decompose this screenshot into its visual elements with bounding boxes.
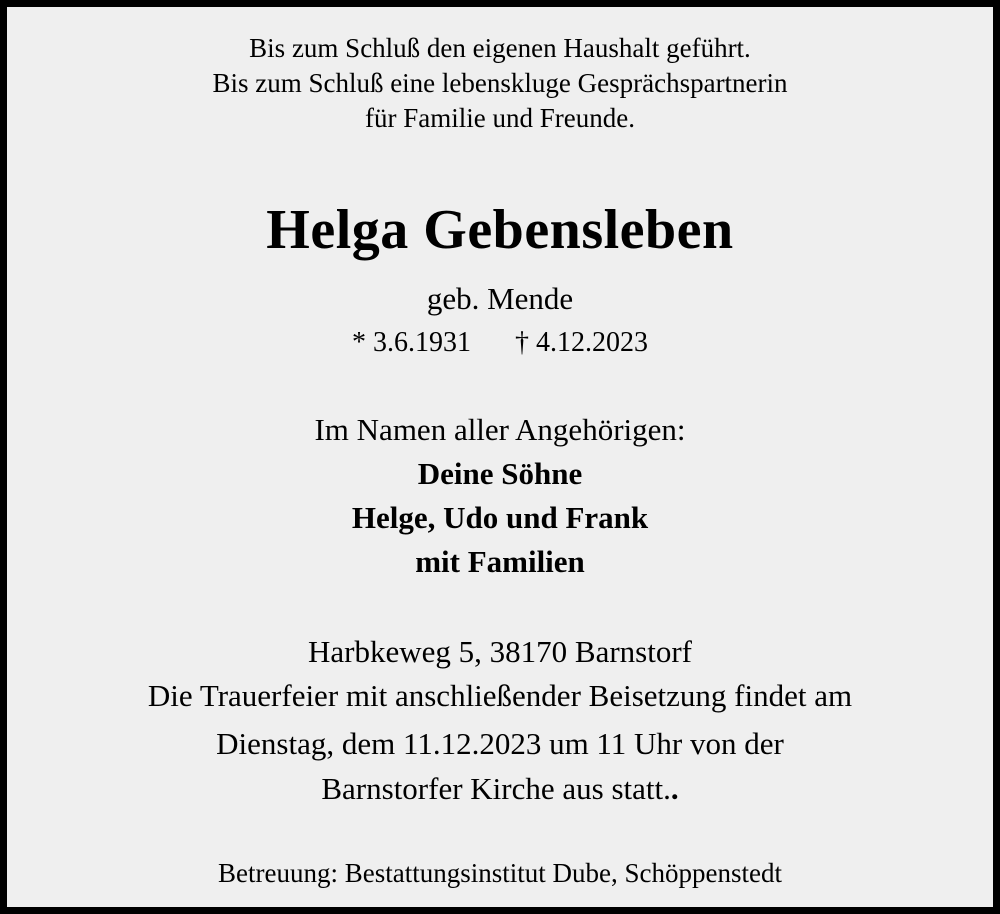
footer-undertaker: Betreuung: Bestattungsinstitut Dube, Schöppenstedt: [218, 858, 782, 888]
funeral-line-3: [7, 773, 993, 804]
mourners-intro: Im Namen aller Angehörigen:: [314, 412, 686, 447]
birth-date: * 3.6.1931: [352, 327, 471, 358]
mourners-line-2: Helge, Udo und Frank: [351, 500, 649, 535]
address: Harbkeweg 5, 38170 Barnstorf: [308, 634, 692, 669]
funeral-line-2: Dienstag, dem 11.12.2023 um 11 Uhr von der: [216, 726, 784, 761]
funeral-line-3-end: .: [670, 771, 679, 806]
funeral-line-3-text: Barnstorfer Kirche aus statt.: [321, 771, 671, 806]
death-date: † 4.12.2023: [515, 327, 648, 358]
mourners-line-3: mit Familien: [415, 544, 585, 579]
maiden-name: geb. Mende: [426, 281, 574, 316]
motto-line-3: für Familie und Freunde.: [365, 103, 635, 133]
life-dates: [7, 329, 993, 357]
funeral-line-1: Die Trauerfeier mit anschließender Beisetzung findet am: [147, 678, 853, 713]
deceased-name: Helga Gebensleben: [266, 199, 734, 261]
motto-line-2: Bis zum Schluß eine lebenskluge Gesprächspartnerin: [212, 68, 788, 98]
mourners-line-1: Deine Söhne: [417, 456, 583, 491]
motto-line-1: Bis zum Schluß den eigenen Haushalt geführt.: [249, 33, 751, 63]
